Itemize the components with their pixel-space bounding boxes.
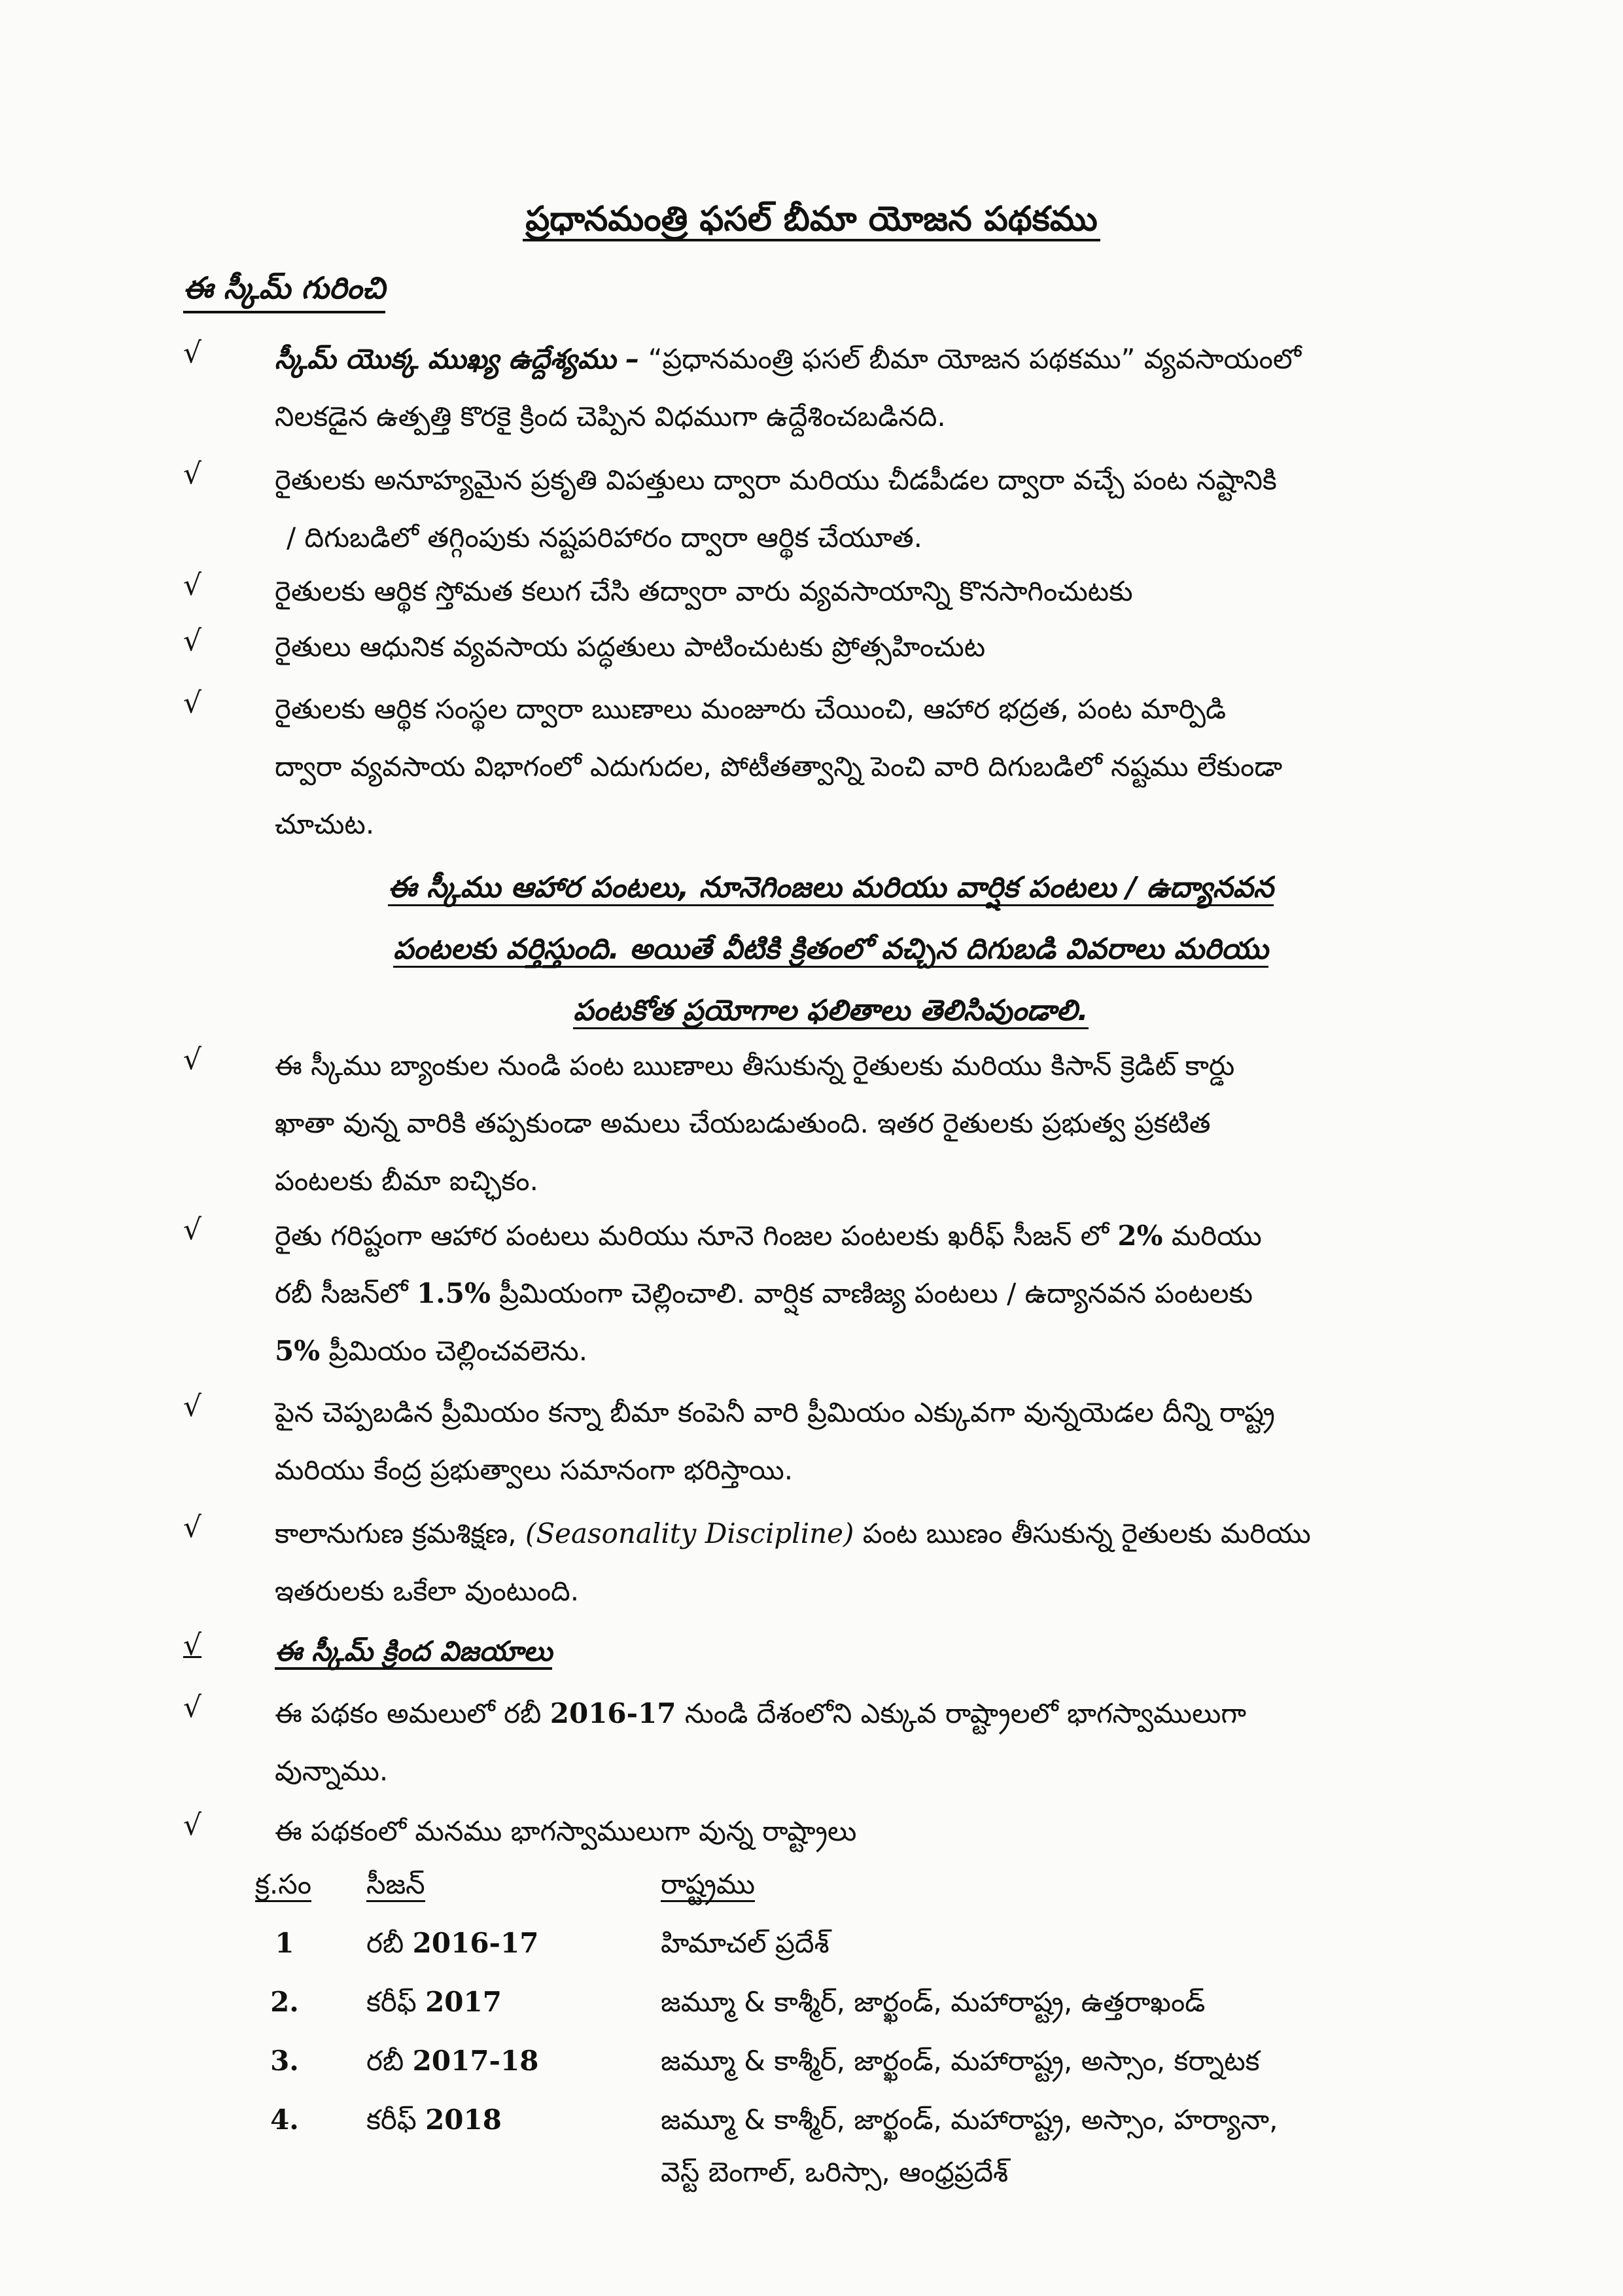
list-item-text: స్కీమ్ యొక్క ముఖ్య ఉద్దేశ్యము – “ప్రధానమంత్రి ఫసల్ బీమా యోజన పథకము” వ్యవసాయంలో నిలకడైన ఉత్పత్తి కొరకై క్రింద చెప్పిన విధముగా ఉద్దేశించబడినది. — [275, 343, 1302, 433]
kharif-premium-rate: 2% — [1117, 1220, 1163, 1252]
list-item-text: రైతులు ఆధునిక వ్యవసాయ పద్ధతులు పాటించుటకు ప్రోత్సహించుట — [275, 631, 986, 663]
document-title — [0, 193, 1623, 245]
header-season: సీజన్ — [366, 1868, 425, 1902]
check-mark-icon: √ — [183, 1629, 202, 1662]
check-mark-icon: √ — [183, 1390, 202, 1423]
list-item-text: పైన చెప్పబడిన ప్రీమియం కన్నా బీమా కంపెనీ వారి ప్రీమియం ఎక్కువగా వున్నయెడల దీన్ని రాష్ట్ర మరియు కేంద్ర ప్రభుత్వాలు సమానంగా భరిస్తాయి. — [275, 1396, 1275, 1486]
check-mark-icon: √ — [183, 1043, 202, 1076]
check-mark-icon: √ — [183, 569, 202, 602]
commercial-premium-rate: 5% — [275, 1335, 321, 1367]
check-mark-icon: √ — [183, 1691, 202, 1724]
list-item-text: రైతులకు అనూహ్యమైన ప్రకృతి విపత్తులు ద్వారా మరియు చీడపీడల ద్వారా వచ్చే పంట నష్టానికి / దిగుబడిలో తగ్గింపుకు నష్టపరిహారం ద్వారా ఆర్థిక చేయూత. — [275, 464, 1277, 554]
check-mark-icon: √ — [183, 1213, 202, 1246]
title-text: ప్రధానమంత్రి ఫసల్ బీమా యోజన పథకము — [523, 200, 1100, 241]
check-mark-icon: √ — [183, 336, 202, 370]
objective-lead: స్కీమ్ యొక్క ముఖ్య ఉద్దేశ్యము – — [275, 343, 640, 375]
about-heading: ఈ స్కీమ్ గురించి — [183, 265, 385, 313]
list-item-text: రైతులకు ఆర్థిక స్తోమత కలుగ చేసి తద్వారా వారు వ్యవసాయాన్ని కొనసాగించుటకు — [275, 575, 1133, 607]
seasonality-discipline-term: (Seasonality Discipline) — [525, 1517, 854, 1549]
check-mark-icon: √ — [183, 1511, 202, 1544]
list-item-text: ఈ పథకంలో మనము భాగస్వాములుగా వున్న రాష్ట్రాలు — [275, 1815, 857, 1847]
header-states: రాష్ట్రము — [661, 1868, 755, 1902]
list-item-text: ఈ స్కీము బ్యాంకుల నుండి పంట ఋణాలు తీసుకున్న రైతులకు మరియు కిసాన్ క్రెడిట్ కార్డు ఖాతా వున్న వారికి తప్పకుండా అమలు చేయబడుతుంది. ఇతర రైతులకు ప్రభుత్వ ప్రకటిత పంటలకు బీమా ఐచ్ఛికం. — [275, 1050, 1235, 1197]
check-mark-icon: √ — [183, 686, 202, 720]
check-mark-icon: √ — [183, 1809, 202, 1842]
header-serial-number: క్ర.సం — [255, 1868, 311, 1902]
list-item-text: ఈ పథకం అమలులో రబీ 2016-17 నుండి దేశంలోని ఎక్కువ రాష్ట్రాలలో భాగస్వాములుగా వున్నాము. — [275, 1697, 1247, 1787]
list-item-text: కాలానుగుణ క్రమశిక్షణ, (Seasonality Discipline) పంట ఋణం తీసుకున్న రైతులకు మరియు ఇతరులకు ఒకేలా వుంటుంది. — [275, 1517, 1311, 1607]
list-item-text: రైతులకు ఆర్థిక సంస్థల ద్వారా ఋణాలు మంజూరు చేయించి, ఆహార భద్రత, పంట మార్పిడి ద్వారా వ్యవసాయ విభాగంలో ఎదుగుదల, పోటీతత్వాన్ని పెంచి వారి దిగుబడిలో నష్టము లేకుండా చూచుట. — [275, 693, 1283, 840]
document-page: ప్రధానమంత్రి ఫసల్ బీమా యోజన పథకము ఈ స్కీమ్ గురించి √ స్కీమ్ యొక్క ముఖ్య ఉద్దేశ్యము – “ప్రధానమంత్రి ఫసల్ బీమా యోజన పథకము” వ్యవసాయంలో నిలకడైన ఉత్పత్తి కొరకై క్రింద చెప్పిన విధముగా ఉద్దేశించబడినది. √ రైతులకు అనూహ్యమైన ప్రకృతి విపత్తులు ద్వారా మరియు చీడపీడల ద్వారా వచ్చే పంట నష్టానికి / దిగుబడిలో తగ్గింపుకు నష్టపరిహారం ద్వారా ఆర్థిక చేయూత. √ రైతులకు ఆర్థిక స్తోమత కలుగ చేసి తద్వారా వారు వ్యవసాయాన్ని కొనసాగించుటకు √ రైతులు ఆధునిక వ్యవసాయ పద్ధతులు పాటించుటకు ప్రోత్సహించుట √ రైతులకు ఆర్థిక సంస్థల ద్వారా ఋణాలు మంజూరు చేయించి, ఆహార భద్రత, పంట మార్పిడి ద్వారా వ్యవసాయ విభాగంలో ఎదుగుదల, పోటీతత్వాన్ని పెంచి వారి దిగుబడిలో నష్టము లేకుండా చూచుట. ఈ స్కీము ఆహార పంటలు, నూనెగింజలు మరియు వార్షిక పంటలు / ఉద్యానవన పంటలకు వర్తిస్తుంది. అయితే వీటికి క్రితంలో వచ్చిన దిగుబడి వివరాలు మరియు పంటకోత ప్రయోగాల ఫలితాలు తెలిసివుండాలి. √ ఈ స్కీము బ్యాంకుల నుండి పంట ఋణాలు తీసుకున్న రైతులకు మరియు కిసాన్ క్రెడిట్ కార్డు ఖాతా వున్న వారికి తప్పకుండా అమలు చేయబడుతుంది. ఇతర రైతులకు ప్రభుత్వ ప్రకటిత పంటలకు బీమా ఐచ్ఛికం. √ రైతు గరిష్టంగా ఆహార పంటలు మరియు నూనె గింజల పంటలకు ఖరీఫ్ సీజన్ లో 2% మరియు రబీ సీజన్‌లో 1.5% ప్రీమియంగా చెల్లించాలి. వార్షిక వాణిజ్య పంటలు / ఉద్యానవన పంటలకు 5% ప్రీమియం చెల్లించవలెను. √ పైన చెప్పబడిన ప్రీమియం కన్నా బీమా కంపెనీ వారి ప్రీమియం ఎక్కువగా వున్నయెడల దీన్ని రాష్ట్ర మరియు కేంద్ర ప్రభుత్వాలు సమానంగా భరిస్తాయి. √ కాలానుగుణ క్రమశిక్షణ, (Seasonality Discipline) పంట ఋణం తీసుకున్న రైతులకు మరియు ఇతరులకు ఒకేలా వుంటుంది. √ ఈ స్కీమ్ క్రింద విజయాలు √ ఈ పథకం అమలులో రబీ 2016-17 నుండి దేశంలోని ఎక్కువ రాష్ట్రాలలో భాగస్వాములుగా వున్నాము. √ ఈ పథకంలో మనము భాగస్వాములుగా వున్న రాష్ట్రాలు క్ర.సం సీజన్ రాష్ట్రము 1 రబీ 2016-17 హిమాచల్ ప్రదేశ్ 2. కరీఫ్ 2017 జమ్మూ & కాశ్మీర్, జార్ఖండ్, మహారాష్ట్ర, ఉత్తరాఖండ్ 3. రబీ 2017-18 జమ్మూ & కాశ్మీర్, జార్ఖండ్, మహారాష్ట్ర, అస్సాం, కర్నాటక 4. కరీఫ్ 2018 జమ్మూ & కాశ్మీర్, జార్ఖండ్, మహారాష్ట్ర, అస్సాం, హర్యానా, వెస్ట్ బెంగాల్, ఒరిస్సా, ఆంధ్రప్రదేశ్ — [0, 0, 1623, 2296]
achievements-heading: ఈ స్కీమ్ క్రింద విజయాలు — [275, 1635, 552, 1670]
scheme-coverage-note: ఈ స్కీము ఆహార పంటలు, నూనెగింజలు మరియు వార్షిక పంటలు / ఉద్యానవన పంటలకు వర్తిస్తుంది. అయితే వీటికి క్రితంలో వచ్చిన దిగుబడి వివరాలు మరియు పంటకోత ప్రయోగాల ఫలితాలు తెలిసివుండాలి. — [249, 857, 1413, 1042]
rabi-premium-rate: 1.5% — [416, 1277, 491, 1309]
list-item-text: రైతు గరిష్టంగా ఆహార పంటలు మరియు నూనె గింజల పంటలకు ఖరీఫ్ సీజన్ లో 2% మరియు రబీ సీజన్‌లో 1.5% ప్రీమియంగా చెల్లించాలి. వార్షిక వాణిజ్య పంటలు / ఉద్యానవన పంటలకు 5% ప్రీమియం చెల్లించవలెను. — [275, 1220, 1262, 1367]
check-mark-icon: √ — [183, 624, 202, 658]
check-mark-icon: √ — [183, 457, 202, 491]
